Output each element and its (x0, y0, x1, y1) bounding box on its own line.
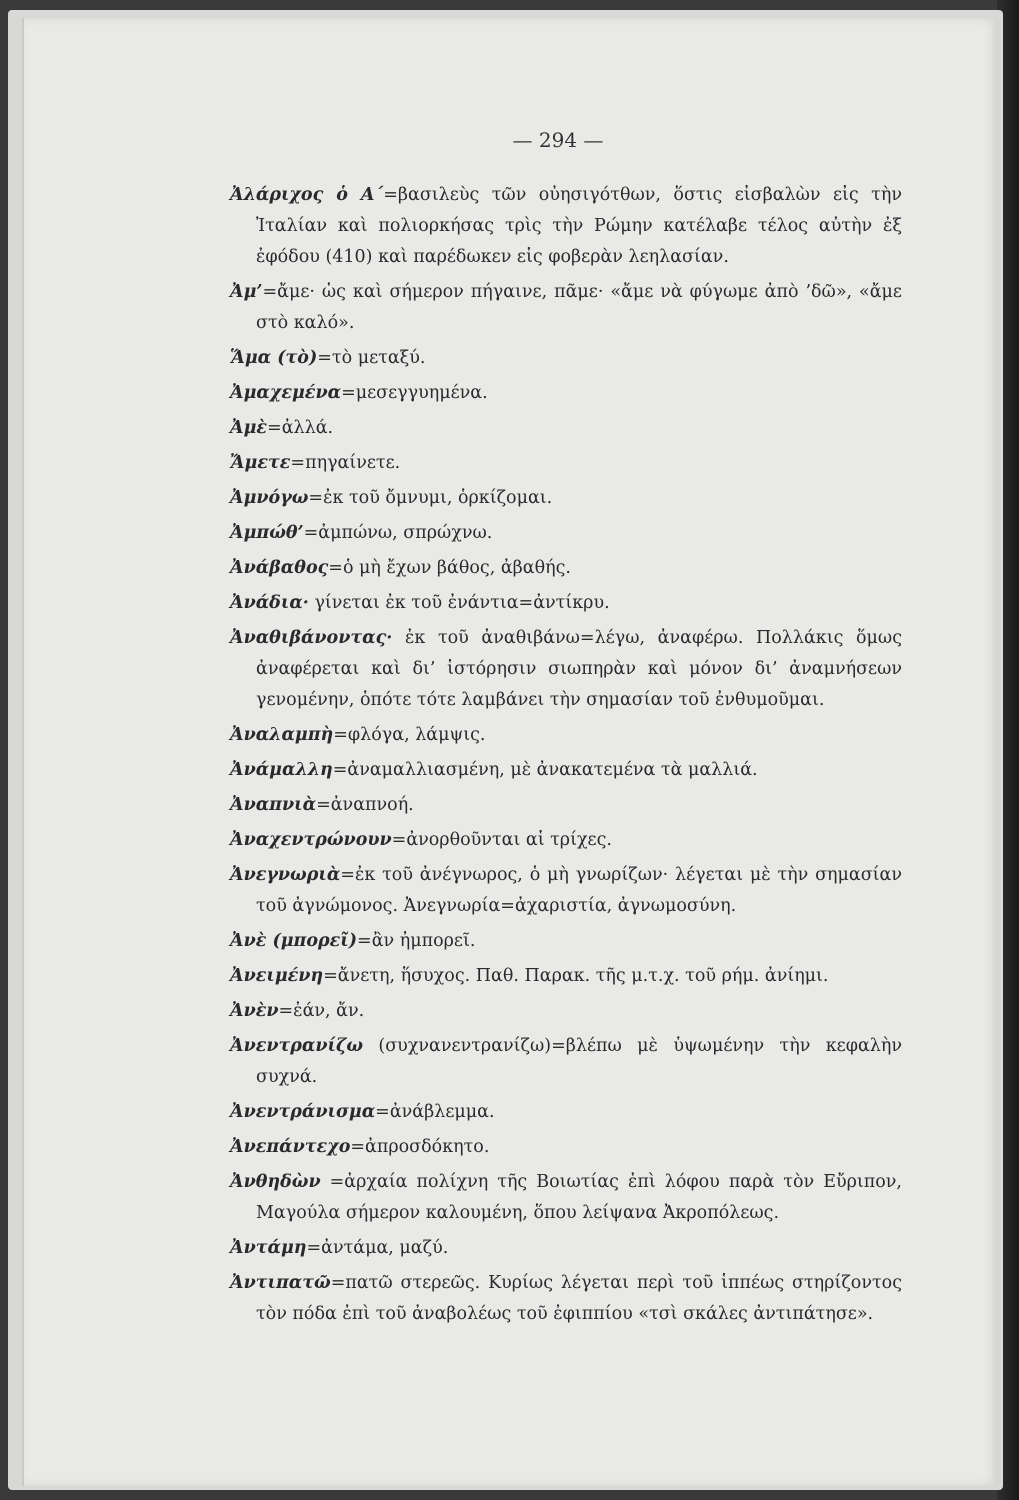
glossary-entry (230, 860, 902, 922)
entry-definition: =βασιλεὺς τῶν οὐησιγότθων, ὅστις εἰσβαλὼν εἰς τὴν Ἰταλίαν καὶ πολιορκήσας τρὶς τὴν Ρώμην κατέλαβε τέλος αὐτὴν ἐξ ἐφόδου (410) καὶ παρέδωκεν εἰς φοβερὰν λεηλασίαν. (256, 185, 902, 267)
glossary-entry (230, 518, 902, 549)
entry-definition: =ἀπροσδόκητο. (350, 1137, 490, 1157)
entry-term: Ἀναχεντρώνουν (230, 830, 392, 850)
entry-term: Ἀνθηδὼν (230, 1172, 321, 1192)
entry-term: Ἀναλαμπὴ (230, 725, 334, 745)
entry-definition: γίνεται ἐκ τοῦ ἐνάντια=ἀντίκρυ. (308, 593, 610, 613)
glossary-entry (230, 483, 902, 514)
glossary-entry (230, 926, 902, 957)
glossary-entry (230, 720, 902, 751)
entry-definition: (συχνανεντρανίζω)=βλέπω μὲ ὑψωμένην τὴν κεφαλὴν συχνά. (256, 1036, 902, 1087)
glossary-entry (230, 180, 902, 273)
glossary-entry (230, 623, 902, 716)
glossary-entry (230, 378, 902, 409)
entry-term: Ἀνεντρανίζω (230, 1036, 364, 1056)
entry-term: Ἅμα (τὸ) (230, 348, 318, 368)
glossary-entry (230, 448, 902, 479)
entry-term: Ἀμνόγω (230, 488, 309, 508)
glossary-entry (230, 413, 902, 444)
glossary-entry (230, 1031, 902, 1093)
glossary-entry (230, 343, 902, 374)
entry-definition: =ἂν ἠμπορεῖ. (357, 931, 476, 951)
glossary-entry (230, 277, 902, 339)
glossary-entry (230, 553, 902, 584)
entry-definition: =ἀρχαία πολίχνη τῆς Βοιωτίας ἐπὶ λόφου παρὰ τὸν Εὔριπον, Μαγούλα σήμερον καλουμένη, ὅπου λείψανα Ἀκροπόλεως. (256, 1172, 902, 1223)
entry-definition: =τὸ μεταξύ. (317, 348, 426, 368)
entry-term: Ἀνεγνωριὰ (230, 865, 341, 885)
entry-term: Ἀνειμένη (230, 966, 324, 986)
entry-term: Ἀμπώθ’ (230, 523, 304, 543)
glossary-entry (230, 1167, 902, 1229)
glossary-entry (230, 755, 902, 786)
entry-definition: =ὁ μὴ ἔχων βάθος, ἀβαθής. (328, 558, 571, 578)
entry-definition: =ἀναμαλλιασμένη, μὲ ἀνακατεμένα τὰ μαλλιά. (332, 760, 758, 780)
entry-term: Ἀνάμαλλη (230, 760, 333, 780)
entry-term: Ἀντάμη (230, 1238, 307, 1258)
entry-term: Ἀναθιβάνοντας· (230, 628, 393, 648)
entry-term: Ἀντιπατῶ (230, 1273, 331, 1293)
entry-term: Ἀνὲν (230, 1001, 279, 1021)
entry-definition: =ἀναπνοή. (316, 795, 414, 815)
entry-term: Ἀναπνιὰ (230, 795, 317, 815)
entry-definition: =φλόγα, λάμψις. (333, 725, 486, 745)
entry-term: Ἀμ’ (230, 282, 263, 302)
entry-term: Ἀλάριχος ὁ Α΄ (230, 185, 384, 205)
glossary-list (230, 180, 902, 1334)
glossary-entry (230, 825, 902, 856)
entry-definition: =ἐκ τοῦ ἀνέγνωρος, ὁ μὴ γνωρίζων· λέγεται μὲ τὴν σημασίαν τοῦ ἀγνώμονος. Ἀνεγνωρία=ἀχαριστία, ἀγνωμοσύνη. (256, 865, 902, 916)
entry-definition: =ἀμπώνω, σπρώχνω. (303, 523, 493, 543)
entry-term: Ἀνάβαθος (230, 558, 329, 578)
entry-definition: =μεσεγγυημένα. (341, 383, 488, 403)
entry-term: Ἀνεπάντεχο (230, 1137, 351, 1157)
entry-definition: =ἀνάβλεμμα. (375, 1102, 495, 1122)
entry-definition: =ἐκ τοῦ ὄμνυμι, ὁρκίζομαι. (308, 488, 553, 508)
glossary-entry (230, 1233, 902, 1264)
glossary-entry (230, 1268, 902, 1330)
entry-definition: =πατῶ στερεῶς. Κυρίως λέγεται περὶ τοῦ ἱππέως στηρίζοντος τὸν πόδα ἐπὶ τοῦ ἀναβολέως τοῦ ἐφιππίου «τσὶ σκάλες ἀντιπάτησε». (256, 1273, 902, 1324)
page-number: — 294 — (512, 128, 604, 152)
glossary-entry (230, 790, 902, 821)
entry-term: Ἀνεντράνισμα (230, 1102, 376, 1122)
glossary-entry (230, 1132, 902, 1163)
entry-definition: ἐκ τοῦ ἀναθιβάνω=λέγω, ἀναφέρω. Πολλάκις ὅμως ἀναφέρεται καὶ δι’ ἱστόρησιν σιωπηρὰν καὶ μόνον δι’ ἀναμνήσεων γενομένην, ὁπότε τότε λαμβάνει τὴν σημασίαν τοῦ ἐνθυμοῦμαι. (256, 628, 902, 710)
entry-term: Ἀνάδια· (230, 593, 309, 613)
glossary-entry (230, 1097, 902, 1128)
glossary-entry (230, 588, 902, 619)
entry-definition: =ἄμε· ὡς καὶ σήμερον πήγαινε, πᾶμε· «ἄμε νὰ φύγωμε ἀπὸ ’δῶ», «ἄμε στὸ καλό». (256, 282, 902, 333)
entry-definition: =πηγαίνετε. (290, 453, 401, 473)
glossary-entry (230, 996, 902, 1027)
entry-definition: =ἀντάμα, μαζύ. (306, 1238, 449, 1258)
entry-definition: =ἐάν, ἄν. (278, 1001, 365, 1021)
glossary-entry (230, 961, 902, 992)
entry-term: Ἄμετε (230, 453, 291, 473)
entry-definition: =ἄνετη, ἥσυχος. Παθ. Παρακ. τῆς μ.τ.χ. τοῦ ρήμ. ἀνίημι. (323, 966, 829, 986)
entry-definition: =ἀλλά. (267, 418, 334, 438)
entry-term: Ἀνὲ (μπορεῖ) (230, 931, 358, 951)
entry-term: Ἀμὲ (230, 418, 268, 438)
entry-definition: =ἀνορθοῦνται αἱ τρίχες. (391, 830, 612, 850)
entry-term: Ἀμαχεμένα (230, 383, 342, 403)
